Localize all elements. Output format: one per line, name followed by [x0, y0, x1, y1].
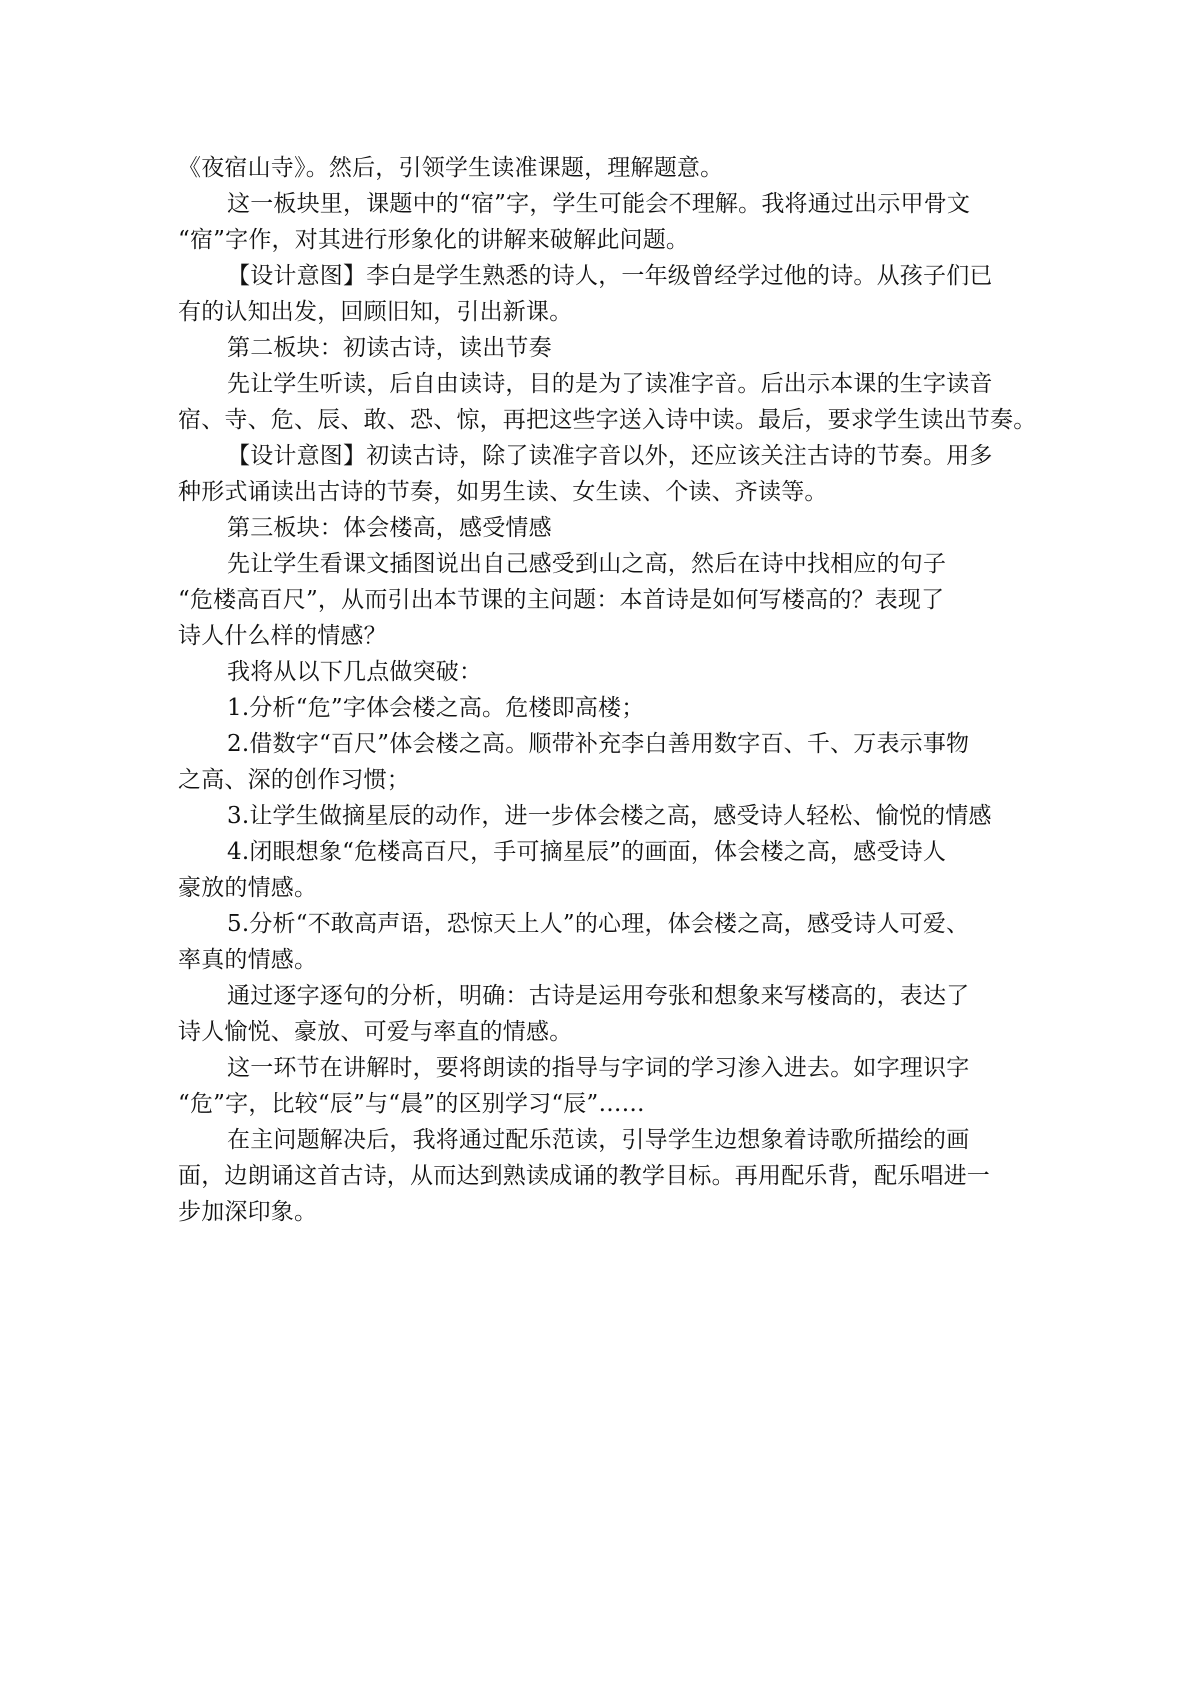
paragraph-line: 先让学生听读，后自由读诗，目的是为了读准字音。后出示本课的生字读音 [227, 371, 993, 397]
list-item-1: 1.分析“危”字体会楼之高。危楼即高楼； [227, 695, 645, 721]
text-line: “危楼高百尺”，从而引出本节课的主问题：本首诗是如何写楼高的？表现了 [178, 587, 945, 613]
text-line: 《夜宿山寺》。然后，引领学生读准课题，理解题意。 [178, 155, 724, 181]
section-heading-3: 第三板块：体会楼高，感受情感 [227, 515, 552, 541]
list-item-3: 3.让学生做摘星辰的动作，进一步体会楼之高，感受诗人轻松、愉悦的情感 [227, 803, 992, 829]
text-line: 豪放的情感。 [178, 875, 318, 901]
text-line: 诗人愉悦、豪放、可爱与率直的情感。 [178, 1019, 573, 1045]
list-item-5: 5.分析“不敢高声语，恐惊天上人”的心理，体会楼之高，感受诗人可爱、 [227, 911, 970, 937]
paragraph-line: 这一板块里，课题中的“宿”字，学生可能会不理解。我将通过出示甲骨文 [227, 191, 971, 217]
design-intent-line: 【设计意图】李白是学生熟悉的诗人，一年级曾经学过他的诗。从孩子们已 [227, 263, 993, 289]
list-item-2: 2.借数字“百尺”体会楼之高。顺带补充李白善用数字百、千、万表示事物 [227, 731, 970, 757]
text-line: “危”字，比较“辰”与“晨”的区别学习“辰”…… [178, 1091, 645, 1117]
text-line: 面，边朗诵这首古诗，从而达到熟读成诵的教学目标。再用配乐背，配乐唱进一 [178, 1163, 990, 1189]
text-line: 诗人什么样的情感？ [178, 623, 387, 649]
design-intent-line: 【设计意图】初读古诗，除了读准字音以外，还应该关注古诗的节奏。用多 [227, 443, 993, 469]
paragraph-line: 在主问题解决后，我将通过配乐范读，引导学生边想象着诗歌所描绘的画 [227, 1127, 970, 1153]
paragraph-line: 我将从以下几点做突破： [227, 659, 483, 685]
text-line: “宿”字作，对其进行形象化的讲解来破解此问题。 [178, 227, 690, 253]
list-item-4: 4.闭眼想象“危楼高百尺，手可摘星辰”的画面，体会楼之高，感受诗人 [227, 839, 947, 865]
text-line: 宿、寺、危、辰、敢、恐、惊，再把这些字送入诗中读。最后，要求学生读出节奏。 [178, 407, 1037, 433]
document-body [178, 150, 1037, 1230]
text-line: 步加深印象。 [178, 1199, 318, 1225]
text-line: 种形式诵读出古诗的节奏，如男生读、女生读、个读、齐读等。 [178, 479, 828, 505]
paragraph-line: 先让学生看课文插图说出自己感受到山之高，然后在诗中找相应的句子 [227, 551, 947, 577]
text-line: 之高、深的创作习惯； [178, 767, 410, 793]
section-heading-2: 第二板块：初读古诗，读出节奏 [227, 335, 552, 361]
text-line: 率真的情感。 [178, 947, 318, 973]
paragraph-line: 这一环节在讲解时，要将朗读的指导与字词的学习渗入进去。如字理识字 [227, 1055, 970, 1081]
paragraph-line: 通过逐字逐句的分析，明确：古诗是运用夸张和想象来写楼高的，表达了 [227, 983, 970, 1009]
text-line: 有的认知出发，回顾旧知，引出新课。 [178, 299, 573, 325]
